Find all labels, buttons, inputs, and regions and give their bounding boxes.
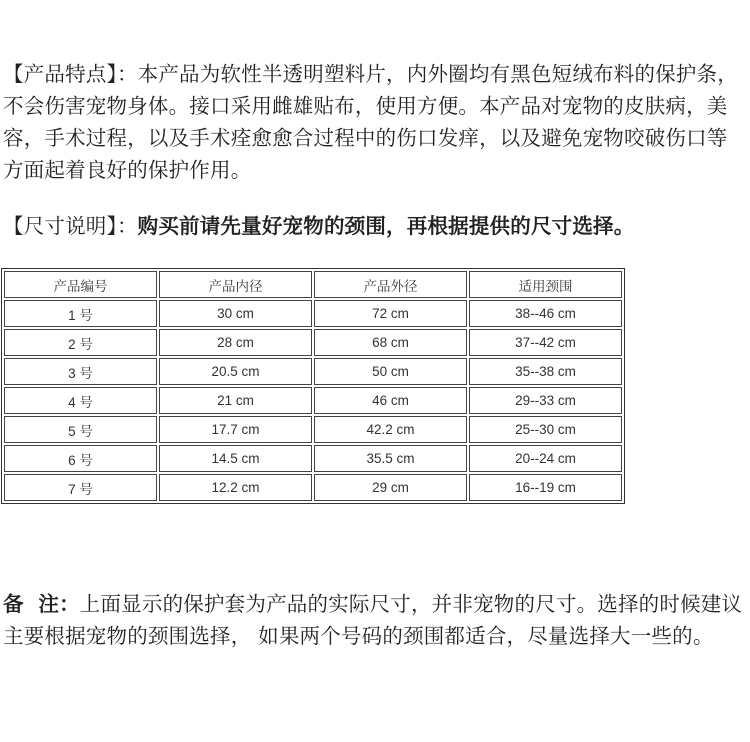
cell-inner-diameter: 30 cm <box>159 300 312 327</box>
table-row <box>4 474 622 501</box>
cell-neck-size: 20--24 cm <box>469 445 622 472</box>
product-features-heading: 【产品特点】： <box>3 62 138 86</box>
cell-product-number: 2 号 <box>4 329 157 356</box>
cell-neck-size: 25--30 cm <box>469 416 622 443</box>
product-features-text: 本产品为软性半透明塑料片，内外圈均有黑色短绒布料的保护条，不会伤害宠物身体。接口采用雌雄贴布，使用方便。本产品对宠物的皮肤病，美容，手术过程，以及手术痊愈愈合过程中的伤口发痒，以及避免宠物咬破伤口等方面起着良好的保护作用。 <box>3 62 738 182</box>
cell-product-number: 1 号 <box>4 300 157 327</box>
table-row <box>4 387 622 414</box>
cell-inner-diameter: 20.5 cm <box>159 358 312 385</box>
cell-product-number: 5 号 <box>4 416 157 443</box>
header-neck-size: 适用颈围 <box>469 271 622 298</box>
product-features <box>3 58 747 186</box>
cell-inner-diameter: 17.7 cm <box>159 416 312 443</box>
cell-neck-size: 29--33 cm <box>469 387 622 414</box>
cell-neck-size: 38--46 cm <box>469 300 622 327</box>
cell-neck-size: 16--19 cm <box>469 474 622 501</box>
cell-outer-diameter: 68 cm <box>314 329 467 356</box>
cell-product-number: 4 号 <box>4 387 157 414</box>
size-table-header-row <box>4 271 622 298</box>
cell-neck-size: 37--42 cm <box>469 329 622 356</box>
header-product-number: 产品编号 <box>4 271 157 298</box>
remark-text: 上面显示的保护套为产品的实际尺寸，并非宠物的尺寸。选择的时候建议主要根据宠物的颈围选择， 如果两个号码的颈围都适合，尽量选择大一些的。 <box>3 592 743 648</box>
cell-inner-diameter: 14.5 cm <box>159 445 312 472</box>
cell-product-number: 7 号 <box>4 474 157 501</box>
cell-outer-diameter: 50 cm <box>314 358 467 385</box>
header-outer-diameter: 产品外径 <box>314 271 467 298</box>
cell-outer-diameter: 42.2 cm <box>314 416 467 443</box>
size-instructions <box>3 210 747 242</box>
table-row <box>4 445 622 472</box>
cell-inner-diameter: 12.2 cm <box>159 474 312 501</box>
header-inner-diameter: 产品内径 <box>159 271 312 298</box>
cell-product-number: 6 号 <box>4 445 157 472</box>
cell-neck-size: 35--38 cm <box>469 358 622 385</box>
cell-product-number: 3 号 <box>4 358 157 385</box>
table-row <box>4 358 622 385</box>
remark <box>3 588 747 652</box>
cell-inner-diameter: 21 cm <box>159 387 312 414</box>
cell-outer-diameter: 72 cm <box>314 300 467 327</box>
cell-inner-diameter: 28 cm <box>159 329 312 356</box>
cell-outer-diameter: 29 cm <box>314 474 467 501</box>
table-row <box>4 300 622 327</box>
size-instructions-text: 购买前请先量好宠物的颈围，再根据提供的尺寸选择。 <box>137 214 635 238</box>
cell-outer-diameter: 46 cm <box>314 387 467 414</box>
table-row <box>4 329 622 356</box>
cell-outer-diameter: 35.5 cm <box>314 445 467 472</box>
size-table <box>1 268 625 504</box>
remark-heading: 备 注： <box>3 592 80 616</box>
size-instructions-heading: 【尺寸说明】： <box>3 214 138 238</box>
table-row <box>4 416 622 443</box>
